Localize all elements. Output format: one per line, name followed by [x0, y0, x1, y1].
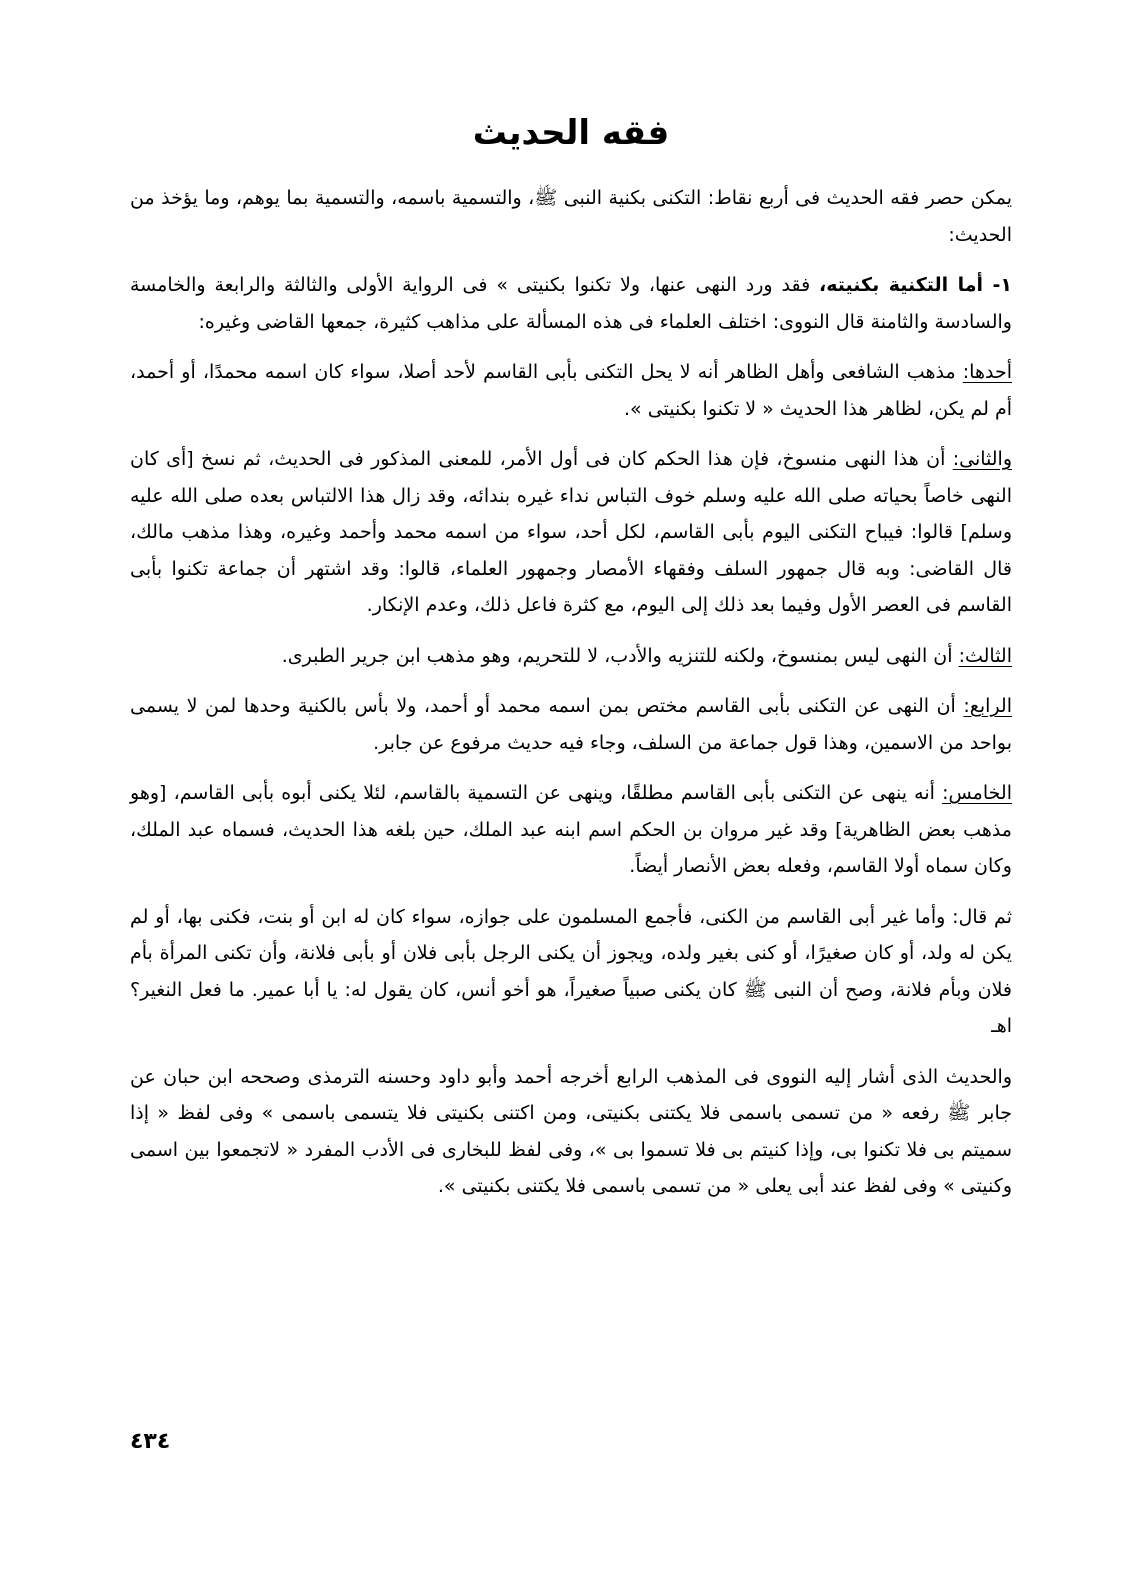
hadith-sources-paragraph: والحديث الذى أشار إليه النووى فى المذهب الرابع أخرجه أحمد وأبو داود وحسنه الترمذى وصححه ابن حبان عن جابر ﷺ رفعه « من تسمى باسمى فلا يكتنى بكنيتى، ومن اكتنى بكنيتى فلا يتسمى باسمى » وفى لفظ « إذا سميتم بى فلا تكنوا بى، وإذا كنيتم بى فلا تسموا بى »، وفى لفظ للبخارى فى الأدب المفرد « لاتجمعوا بين اسمى وكنيتى » وفى لفظ عند أبى يعلى « من تسمى باسمى فلا يكتنى بكنيتى ». [130, 1065, 1012, 1197]
opinion-5-term: الخامس: [942, 782, 1012, 804]
opinion-3-term: الثالث: [958, 644, 1012, 667]
opinion-1-term: أحدها: [962, 361, 1012, 383]
section-1-paragraph [130, 267, 1012, 340]
page-number-text: ٤٣٤ [130, 1429, 171, 1454]
opinion-2-term: والثانى: [952, 448, 1012, 470]
opinion-5-paragraph [130, 775, 1012, 885]
opinion-1-paragraph [130, 354, 1012, 427]
opinion-5-text: أنه ينهى عن التكنى بأبى القاسم مطلقًا، وينهى عن التسمية بالقاسم، لئلا يكنى أبوه بأبى القاسم، [وهو مذهب بعض الظاهرية] وقد غير مروان بن الحكم اسم ابنه عبد الملك، حين بلغه هذا الحديث، فسماه عبد الملك، وكان سماه أولا القاسم، وفعله بعض الأنصار أيضاً. [130, 782, 1012, 877]
opinion-4-paragraph [130, 688, 1012, 761]
intro-paragraph: يمكن حصر فقه الحديث فى أربع نقاط: التكنى بكنية النبى ﷺ، والتسمية باسمه، والتسمية بما يوهم، وما يؤخذ من الحديث: [130, 187, 1012, 246]
opinion-2-paragraph [130, 441, 1012, 624]
opinion-4-term: الرابع: [963, 695, 1012, 717]
page-number [130, 1429, 1012, 1454]
nawawi-conclusion-paragraph: ثم قال: وأما غير أبى القاسم من الكنى، فأجمع المسلمون على جوازه، سواء كان له ابن أو بنت، فكنى بها، أو لم يكن له ولد، أو كان صغيرًا، أو كنى بغير ولده، ويجوز أن يكنى الرجل بأبى فلان أو بأبى فلانة، وأن تكنى المرأة بأم فلان وبأم فلانة، وصح أن النبى ﷺ كان يكنى صبياً صغيراً، هو أخو أنس، كان يقول له: يا أبا عمير. ما فعل النغير؟اهـ [130, 905, 1012, 1037]
opinion-3-text: أن النهى ليس بمنسوخ، ولكنه للتنزيه والأدب، لا للتحريم، وهو مذهب ابن جرير الطبرى. [281, 644, 959, 667]
document-page [130, 0, 1012, 1574]
document-body [130, 180, 1012, 1219]
section-1-text: فقد ورد النهى عنها، ولا تكنوا بكنيتى » فى الرواية الأولى والثالثة والرابعة والخامسة والسادسة والثامنة قال النووى: اختلف العلماء فى هذه المسألة على مذاهب كثيرة، جمعها القاضى وغيره: [130, 274, 1012, 333]
page-title: فقه الحديث [472, 113, 670, 153]
opinion-2-text: أن هذا النهى منسوخ، فإن هذا الحكم كان فى أول الأمر، للمعنى المذكور فى الحديث، ثم نسخ [أى كان النهى خاصاً بحياته صلى الله عليه وسلم خوف التباس نداء غيره بندائه، وقد زال هذا الالتباس بعده صلى الله عليه وسلم] قالوا: فيباح التكنى اليوم بأبى القاسم، لكل أحد، سواء من اسمه محمد وأحمد وغيره، وهذا مذهب مالك، قال القاضى: وبه قال جمهور السلف وفقهاء الأمصار وجمهور العلماء، قالوا: وقد اشتهر أن جماعة تكنوا بأبى القاسم فى العصر الأول وفيما بعد ذلك إلى اليوم، مع كثرة فاعل ذلك، وعدم الإنكار. [130, 448, 1012, 616]
opinion-3-paragraph [130, 638, 1012, 675]
opinion-4-text: أن النهى عن التكنى بأبى القاسم مختص بمن اسمه محمد أو أحمد، ولا بأس بالكنية وحدها لمن لا يسمى بواحد من الاسمين، وهذا قول جماعة من السلف، وجاء فيه حديث مرفوع عن جابر. [130, 695, 1012, 754]
opinion-1-text: مذهب الشافعى وأهل الظاهر أنه لا يحل التكنى بأبى القاسم لأحد أصلا، سواء كان اسمه محمدًا، أو أحمد، أم لم يكن، لظاهر هذا الحديث « لا تكنوا بكنيتى ». [130, 361, 1012, 420]
section-1-lead: ١- أما التكنية بكنيته، [819, 274, 1012, 296]
